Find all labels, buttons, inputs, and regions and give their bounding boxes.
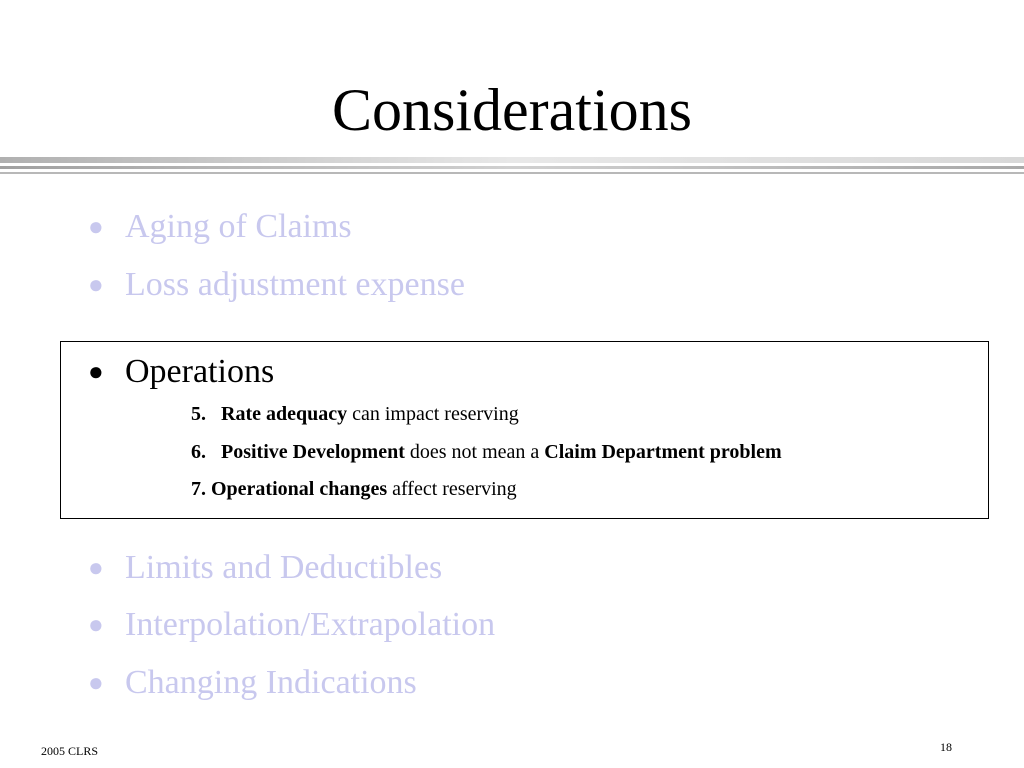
sub-item-number: 7. xyxy=(191,478,206,500)
sub-item-number: 6. xyxy=(191,441,206,463)
sub-item-bold: Operational changes xyxy=(211,478,388,500)
bullet-dot-icon: ● xyxy=(88,610,104,639)
sub-item-bold: Rate adequacy xyxy=(221,403,348,425)
highlight-heading: Operations xyxy=(125,353,275,390)
bullet-dot-icon: ● xyxy=(88,553,104,582)
bullet-text: Loss adjustment expense xyxy=(125,266,465,303)
sub-item-number: 5. xyxy=(191,403,206,425)
sub-item-text: affect reserving xyxy=(387,478,517,500)
sub-item-text: does not mean a xyxy=(404,441,545,463)
slide-title: Considerations xyxy=(332,77,692,143)
title-divider xyxy=(0,157,1024,181)
bullet-dot-icon: ● xyxy=(88,357,104,386)
sub-item-7 xyxy=(191,476,517,502)
page-number: 18 xyxy=(940,740,952,754)
highlight-box xyxy=(60,341,989,519)
bullet-text: Limits and Deductibles xyxy=(125,549,443,586)
bullet-text: Changing Indications xyxy=(125,664,417,701)
bullet-dot-icon: ● xyxy=(88,212,104,241)
sub-item-text: can impact reserving xyxy=(347,403,519,425)
sub-item-5 xyxy=(191,401,519,427)
footer-copyright: 2005 CLRS xyxy=(41,744,99,758)
sub-item-bold: Positive Development xyxy=(221,441,405,463)
bullet-text: Aging of Claims xyxy=(125,208,352,245)
bullet-dot-icon: ● xyxy=(88,668,104,697)
sub-item-6 xyxy=(191,439,782,465)
bullet-dot-icon: ● xyxy=(88,270,104,299)
sub-item-bold-2: Claim Department problem xyxy=(544,441,782,463)
bullet-text: Interpolation/Extrapolation xyxy=(125,606,496,643)
